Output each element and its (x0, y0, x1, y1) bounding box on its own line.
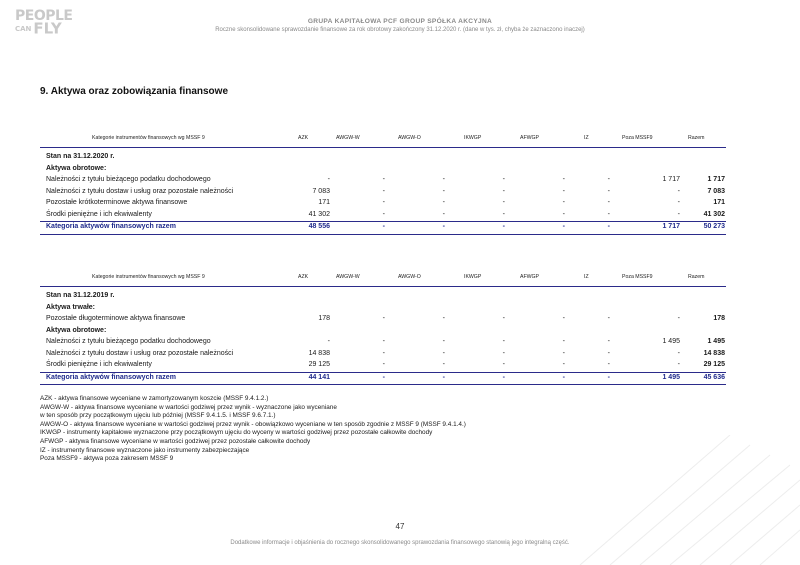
table-row (40, 198, 726, 210)
legend-item: AWGW-O - aktywa finansowe wyceniane w wartości godziwej przez wynik - obowiązkowo wyceniane w ten sposób zgodnie z MSSF 9 (MSSF 9.4.1.4.) (40, 420, 466, 428)
table-cell: - (382, 361, 385, 368)
table-row (40, 164, 726, 176)
table-cell: - (502, 176, 505, 183)
table-cell: 14 838 (703, 349, 725, 357)
row-label: Stan na 31.12.2020 r. (46, 153, 115, 160)
legend-item: IKWGP - instrumenty kapitałowe wyznaczone przy początkowym ujęciu do wyceny w wartości godziwej przez pozostałe całkowite dochody (40, 429, 433, 437)
table-cell: 1 717 (707, 176, 725, 183)
table-cell: 1 495 (707, 338, 725, 345)
table-cell: 171 (713, 199, 725, 206)
column-header-5: AFWGP (520, 274, 540, 280)
table-cell: - (607, 176, 610, 183)
legend-item: IZ - instrumenty finansowe wyznaczone jako instrumenty zabezpieczające (40, 446, 250, 454)
column-header-4: IKWGP (464, 135, 482, 141)
table-cell: - (607, 187, 610, 195)
table-column-header (40, 272, 726, 287)
table-cell: - (562, 373, 565, 381)
table-cell: - (562, 361, 565, 368)
table-cell: - (442, 338, 445, 345)
column-header-2: AWGW-W (336, 135, 360, 141)
table-cell: - (502, 349, 505, 357)
table-row (40, 326, 726, 338)
table-cell: - (442, 210, 445, 218)
table-cell: 45 636 (703, 373, 725, 381)
table-cell: 1 495 (662, 338, 680, 345)
table-cell: - (607, 223, 610, 230)
table-cell: 29 125 (703, 361, 725, 368)
legend-item: AZK - aktywa finansowe wyceniane w zamortyzowanym koszcie (MSSF 9.4.1.2.) (40, 395, 269, 402)
legend-item: w ten sposób przy początkowym ujęciu lub później (MSSF 9.4.1.5. i MSSF 9.6.7.1.) (40, 412, 276, 420)
table-row (40, 303, 726, 315)
table-cell: 178 (318, 315, 330, 322)
table-row (40, 187, 726, 199)
table-cell: 7 083 (312, 187, 330, 195)
table-cell: 41 302 (308, 210, 330, 218)
row-label: Należności z tytułu dostaw i usług oraz pozostałe należności (46, 349, 234, 357)
table-cell: - (607, 199, 610, 206)
abbreviations-legend (40, 395, 466, 464)
table-cell: - (327, 176, 330, 183)
table-row (40, 349, 726, 361)
row-label: Środki pieniężne i ich ekwiwalenty (46, 210, 152, 218)
row-label: Należności z tytułu dostaw i usług oraz pozostałe należności (46, 187, 234, 195)
financial-assets-table-2019 (40, 272, 726, 385)
table-cell: - (442, 187, 445, 195)
table-column-header (40, 133, 726, 148)
table-cell: - (607, 315, 610, 322)
table-cell: - (442, 373, 445, 381)
column-header-3: AWGW-O (398, 274, 421, 280)
table-cell: - (502, 315, 505, 322)
column-header-0: Kategorie instrumentów finansowych wg MSSF 9 (92, 135, 205, 141)
section-title: 9. Aktywa oraz zobowiązania finansowe (40, 86, 229, 97)
row-label: Pozostałe krótkoterminowe aktywa finansowe (46, 199, 188, 206)
row-label: Aktywa obrotowe: (46, 164, 107, 172)
table-cell: - (442, 315, 445, 322)
table-cell: - (562, 210, 565, 218)
table-cell: - (677, 210, 680, 218)
table-cell: - (382, 210, 385, 218)
row-label: Kategoria aktywów finansowych razem (46, 373, 176, 381)
table-total-row (40, 372, 726, 386)
column-header-7: Poza MSSF9 (622, 274, 653, 280)
table-cell: - (562, 199, 565, 206)
table-cell: - (442, 176, 445, 183)
column-header-0: Kategorie instrumentów finansowych wg MSSF 9 (92, 274, 205, 280)
table-cell: 7 083 (707, 187, 725, 195)
table-cell: 48 556 (308, 223, 330, 230)
table-cell: - (562, 223, 565, 230)
table-cell: - (382, 315, 385, 322)
table-cell: - (382, 223, 385, 230)
company-name: GRUPA KAPITAŁOWA PCF GROUP SPÓŁKA AKCYJNA (307, 18, 493, 25)
table-row (40, 210, 726, 222)
table-cell: - (677, 187, 680, 195)
table-row (40, 337, 726, 349)
table-cell: - (677, 349, 680, 357)
table-cell: - (562, 338, 565, 345)
table-cell: 29 125 (308, 361, 330, 368)
table-cell: - (562, 176, 565, 183)
column-header-8: Razem (688, 135, 705, 141)
table-cell: - (502, 199, 505, 206)
table-cell: - (562, 349, 565, 357)
row-label: Należności z tytułu bieżącego podatku dochodowego (46, 338, 211, 345)
table-cell: - (442, 349, 445, 357)
legend-item: AFWGP - aktywa finansowe wyceniane w wartości godziwej przez pozostałe całkowite dochody (40, 437, 311, 445)
table-cell: 1 717 (662, 176, 680, 183)
column-header-2: AWGW-W (336, 274, 360, 280)
legend-item: Poza MSSF9 - aktywa poza zakresem MSSF 9 (40, 455, 174, 463)
row-label: Należności z tytułu bieżącego podatku dochodowego (46, 176, 211, 183)
table-cell: - (382, 187, 385, 195)
table-cell: - (607, 349, 610, 357)
table-cell: - (677, 361, 680, 368)
table-cell: 171 (318, 199, 330, 206)
table-cell: - (382, 338, 385, 345)
table-cell: - (677, 199, 680, 206)
table-total-row (40, 221, 726, 235)
column-header-4: IKWGP (464, 274, 482, 280)
column-header-1: AZK (298, 135, 309, 141)
page-footer: Dodatkowe informacje i objaśnienia do rocznego skonsolidowanego sprawozdania finansowego stanowią jego integralną część. (230, 540, 570, 546)
table-cell: - (562, 315, 565, 322)
table-cell: 50 273 (703, 223, 725, 230)
financial-assets-table-2020 (40, 133, 726, 235)
table-cell: - (502, 338, 505, 345)
table-cell: - (607, 373, 610, 381)
column-header-3: AWGW-O (398, 135, 421, 141)
table-cell: - (382, 199, 385, 206)
column-header-6: IZ (584, 135, 589, 141)
table-cell: - (502, 210, 505, 218)
table-cell: - (502, 361, 505, 368)
table-cell: - (607, 210, 610, 218)
row-label: Pozostałe długoterminowe aktywa finansowe (46, 315, 186, 322)
table-cell: 41 302 (703, 210, 725, 218)
table-row (40, 360, 726, 372)
page-header (0, 18, 800, 33)
row-label: Stan na 31.12.2019 r. (46, 292, 115, 299)
row-label: Kategoria aktywów finansowych razem (46, 223, 176, 230)
table-cell: - (442, 199, 445, 206)
table-cell: - (607, 338, 610, 345)
table-cell: - (382, 373, 385, 381)
report-subtitle: Roczne skonsolidowane sprawozdanie finansowe za rok obrotowy zakończony 31.12.2020 r. (dane w tys. zł, chyba że zaznaczono inaczej) (215, 27, 585, 33)
logo-line-2: CAN (15, 24, 32, 33)
row-label: Aktywa trwałe: (46, 303, 96, 311)
table-cell: - (442, 361, 445, 368)
column-header-7: Poza MSSF9 (622, 135, 653, 141)
column-header-1: AZK (298, 274, 309, 280)
column-header-6: IZ (584, 274, 589, 280)
table-cell: - (502, 373, 505, 381)
table-cell: - (382, 349, 385, 357)
table-cell: - (327, 338, 330, 345)
table-row (40, 291, 726, 303)
logo-line-3: FLY (33, 19, 62, 38)
table-cell: 44 141 (308, 373, 330, 381)
table-cell: - (502, 187, 505, 195)
table-cell: - (382, 176, 385, 183)
page-number: 47 (395, 522, 405, 531)
table-cell: - (677, 315, 680, 322)
table-cell: - (502, 223, 505, 230)
column-header-5: AFWGP (520, 135, 540, 141)
column-header-8: Razem (688, 274, 705, 280)
table-cell: - (562, 187, 565, 195)
table-row (40, 175, 726, 187)
table-row (40, 152, 726, 164)
legend-item: AWGW-W - aktywa finansowe wyceniane w wartości godziwej przez wynik - wyznaczone jako wyceniane (40, 403, 337, 411)
table-cell: - (442, 223, 445, 230)
table-cell: - (607, 361, 610, 368)
table-row (40, 314, 726, 326)
table-cell: 1 717 (662, 223, 680, 230)
row-label: Aktywa obrotowe: (46, 326, 107, 334)
row-label: Środki pieniężne i ich ekwiwalenty (46, 361, 152, 368)
logo-line-1: PEOPLE (15, 8, 73, 24)
table-cell: 1 495 (662, 373, 680, 381)
table-cell: 14 838 (308, 349, 330, 357)
table-cell: 178 (713, 315, 725, 322)
